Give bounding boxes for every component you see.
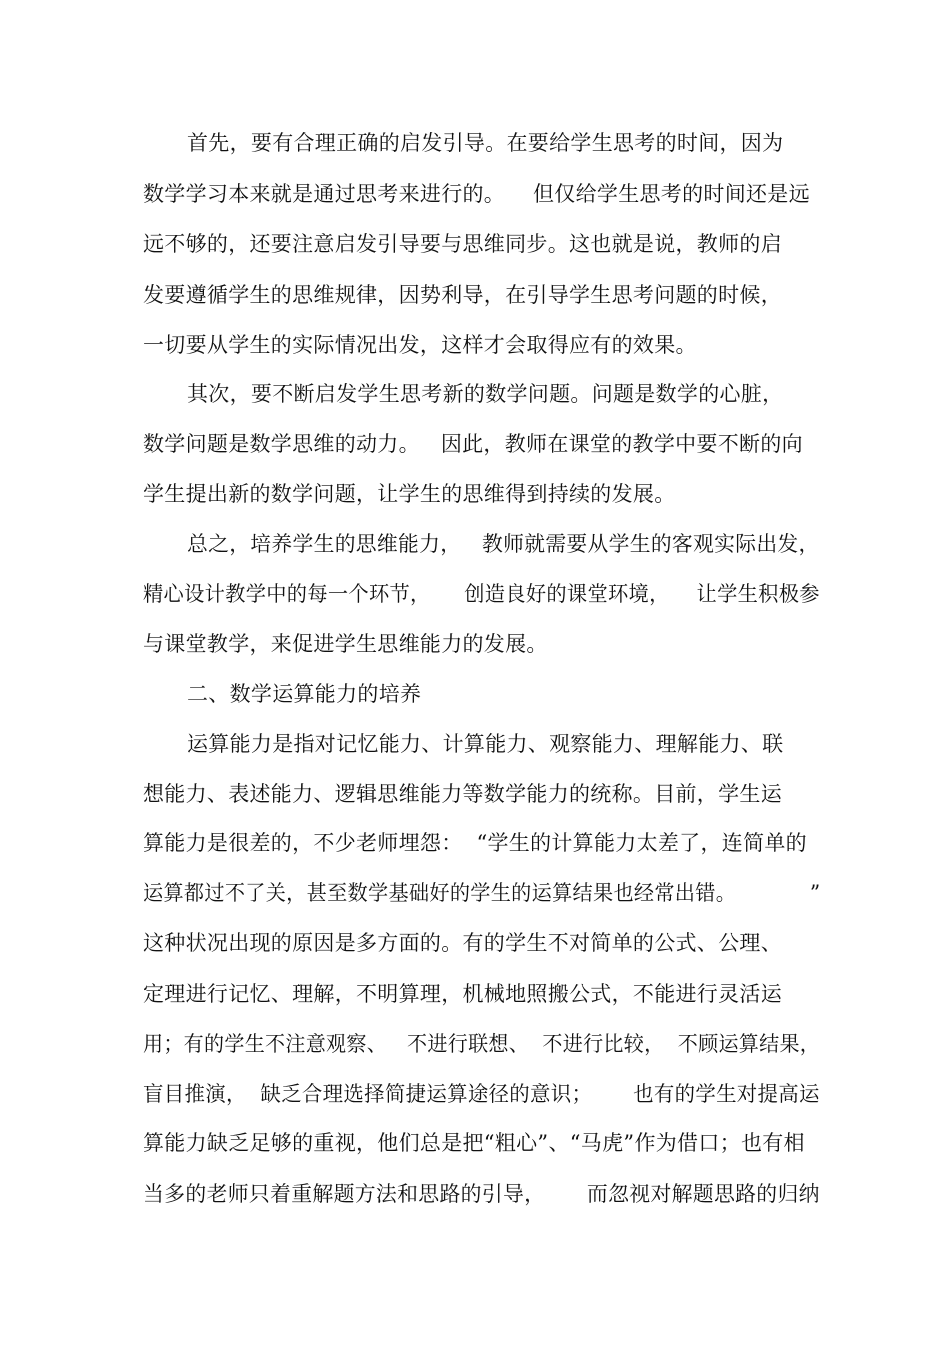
text-line: 用；有的学生不注意观察、 不进行联想、 不进行比较， 不顾运算结果， (143, 1032, 821, 1056)
text-line: 发要遵循学生的思维规律，因势利导，在引导学生思考问题的时候， (143, 283, 782, 307)
text-line: 运算能力是指对记忆能力、计算能力、观察能力、理解能力、联 (187, 732, 784, 756)
text-line: 总之，培养学生的思维能力， 教师就需要从学生的客观实际出发， (187, 532, 820, 556)
text-line: 远不够的，还要注意启发引导要与思维同步。这也就是说，教师的启 (143, 232, 782, 256)
text-line: 一切要从学生的实际情况出发，这样才会取得应有的效果。 (143, 333, 697, 357)
text-line: 算能力缺乏足够的重视，他们总是把“粗心”、“马虎”作为借口；也有相 (143, 1131, 805, 1155)
text-line: 当多的老师只着重解题方法和思路的引导， 而忽视对解题思路的归纳 (143, 1182, 820, 1206)
text-line: 这种状况出现的原因是多方面的。有的学生不对简单的公式、公理、 (143, 931, 782, 955)
text-line: 与课堂教学，来促进学生思维能力的发展。 (143, 632, 548, 656)
text-line: 数学问题是数学思维的动力。 因此，教师在课堂的教学中要不断的向 (143, 432, 803, 456)
text-line: 精心设计教学中的每一个环节， 创造良好的课堂环境， 让学生积极参 (143, 582, 820, 606)
text-line: 运算都过不了关，甚至数学基础好的学生的运算结果也经常出错。 ” (143, 881, 821, 905)
text-line: 想能力、表述能力、逻辑思维能力等数学能力的统称。目前，学生运 (143, 782, 782, 806)
text-line: 定理进行记忆、理解，不明算理，机械地照搬公式，不能进行灵活运 (143, 982, 782, 1006)
text-line: 数学学习本来就是通过思考来进行的。 但仅给学生思考的时间还是远 (143, 182, 810, 206)
section-heading: 二、数学运算能力的培养 (187, 682, 422, 706)
text-line: 盲目推演， 缺乏合理选择简捷运算途径的意识； 也有的学生对提高运 (143, 1082, 820, 1106)
text-line: 学生提出新的数学问题，让学生的思维得到持续的发展。 (143, 482, 676, 506)
text-line: 算能力是很差的，不少老师埋怨： “学生的计算能力太差了，连简单的 (143, 831, 807, 855)
text-line: 首先，要有合理正确的启发引导。在要给学生思考的时间，因为 (187, 131, 784, 155)
text-line: 其次，要不断启发学生思考新的数学问题。问题是数学的心脏， (187, 382, 784, 406)
